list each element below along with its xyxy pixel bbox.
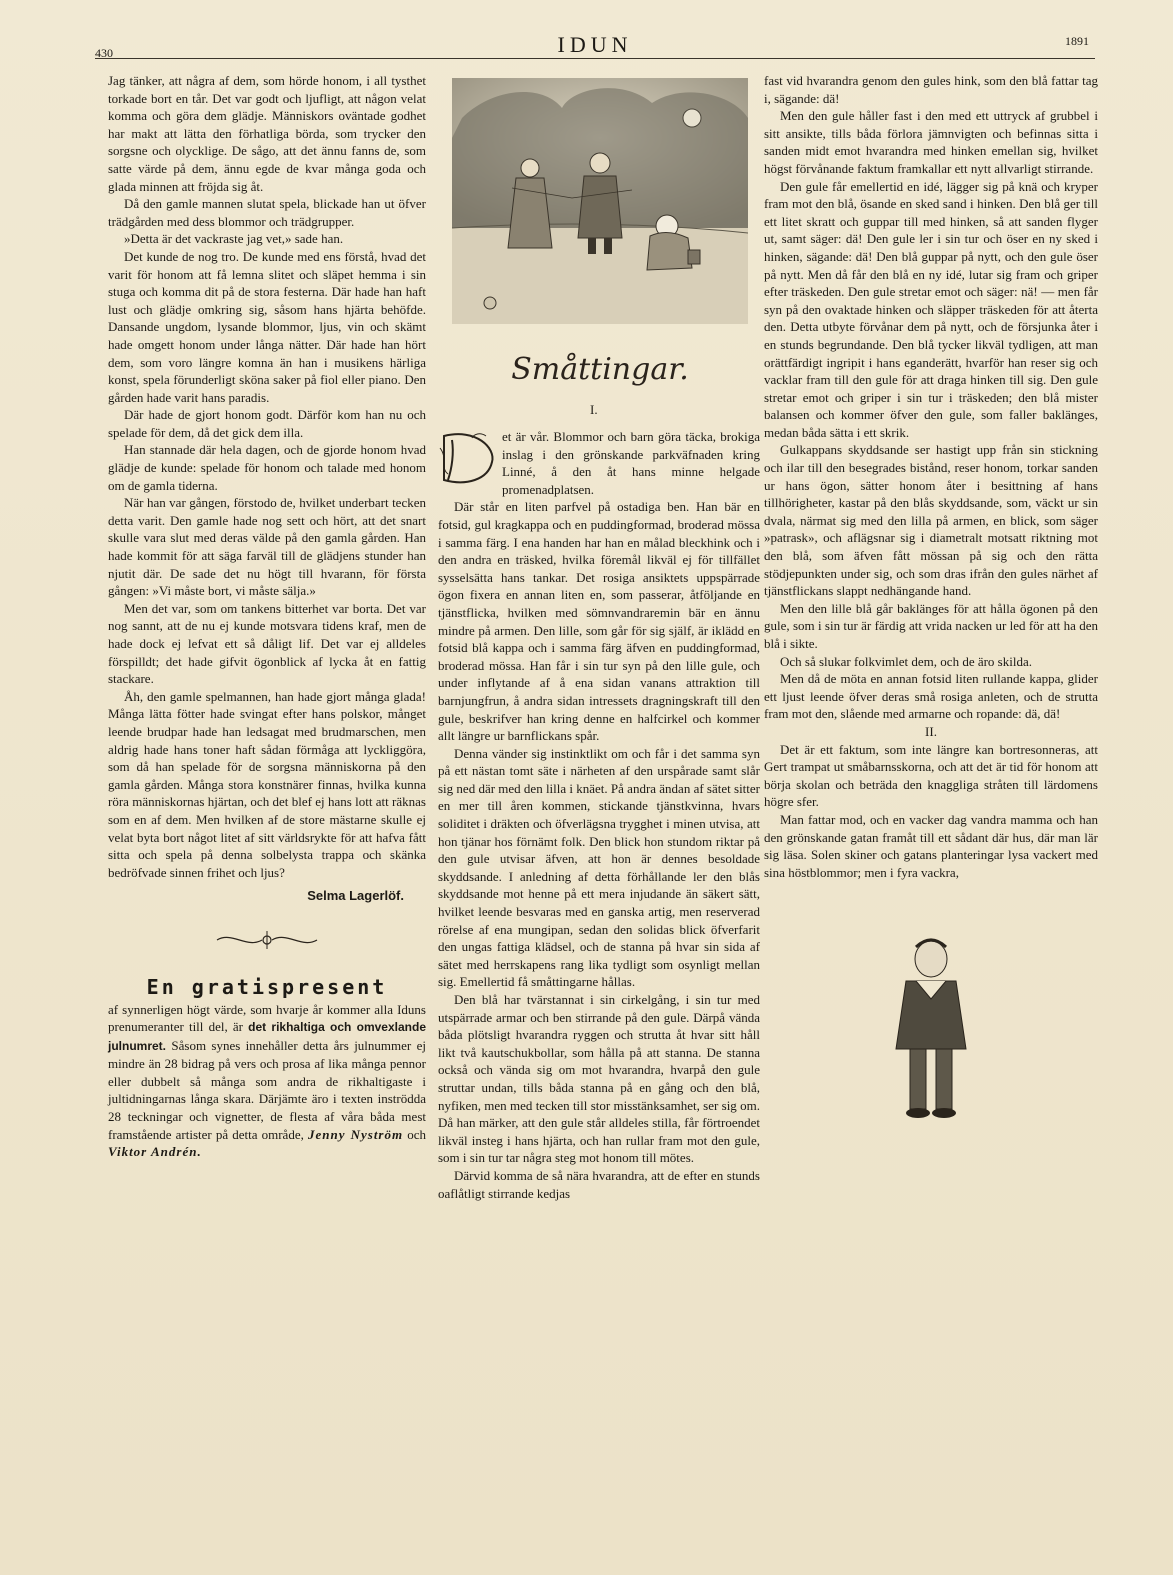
ad-bold-text: det rikhaltiga och omvexlande julnumret. (108, 1020, 426, 1053)
paragraph: Man fattar mod, och en vacker dag vandra mamma och han den grönskande gatan framåt till ett sådant där hus, där man lär sig läsa. Solen skiner och gatans planteringar lysa vackert med sina höstblommor; men i fyra vackra, (764, 811, 1098, 880)
paragraph: Han stannade där hela dagen, och de gjorde honom hvad glädje de kunde: spelade för honom och talade med honom om de gamla tiderna. (108, 442, 426, 493)
ad-text-2: Såsom synes innehåller detta års julnummer ej mindre än 28 bidrag på vers och prosa af lika många pennor eller dubbelt så många som andra de rikhaltigaste i jultidningarnas långa skara. Därjämte äro i texten inströdda 28 teckningar och vignetter, de flesta af våra båda mest framstående artister på detta område, (108, 1037, 426, 1142)
paragraph: Det är ett faktum, som inte längre kan bortresonneras, att Gert trampat ut småbarnsskorna, och att det är tid för honom att börja skolan och beträda den knaggliga stråten till lärdomens högre sfer. (764, 741, 1098, 810)
paragraph: Denna vänder sig instinktlikt om och får i det samma syn på ett nästan tomt säte i närheten af den urspårade samt slår sig ned där med den lilla i knäet. På andra ändan af sätet sitter en mer till åren kommen, stickande tjänstkvinna, hvars soliditet i dräkten och öfverlägsna trygghet i minen utvisa, att hon tjänar hos förnämt folk. Den blick hon stundom riktar på den gule utvisar äfven, att hon är dennes besoldade skyddsande. I anledning af detta förhållande ler den blås skyddsande mot henne på ett mera injudande än säkert sätt, hvilket leende besvaras med en ganska artig, men reserverad rörelse af ena mungipan, sedan den solidas blick öfverfarit den ungas fattiga klädsel, och de stanna på hvar sin sida af sätet med herrskapens rang lika tydligt som osynligt mellan sig. Emellertid få småttingarne hållas. (438, 745, 760, 990)
paragraph: Men det var, som om tankens bitterhet var borta. Det var nog sannt, att de nu ej kunde motsvara tidens kraf, men de hade dock ej lefvat ett så dåligt lif. Det var ej alldeles förspilldt; det hade gifvit ögonblick af lycka åt en fattig stackare. (108, 600, 426, 687)
paragraph: Det kunde de nog tro. De kunde med ens förstå, hvad det varit för honom att få lemna slitet och släpet hemma i sin stuga och komma dit på de stora festerna. Där hade han haft lust och glädje omkring sig, såsom hans hjärta behöfde. Dansande ungdom, lysande blommor, ljus, vin och skämt hade omgett honom under långa nätter. Där hade han hört dem, som voro längre komna än han i musikens härliga konst, spela förunderligt sköna saker på fiol eller piano. Den gården hade varit hans paradis. (108, 248, 426, 405)
paragraph: Den blå har tvärstannat i sin cirkelgång, i sin tur med utspärrade armar och ben stirrande på den gule. Därpå vända båda plötsligt hvarandra ryggen och strutta åt hvar sitt håll likt två kautschukbollar, som hålla på att stanna. De stanna också och vända sig om mot hvarandra, hvarpå den gule struttar undan, tills båda stanna på en gång och den blå, nyfiken, men med tecken till stor misstänksamhet, ser sig om. Då han märker, att den gule står alldeles stilla, får förtroendet likväl insteg i hans hjärta, och han rullar fram mot den gule, som i sin tur tar några steg mot honom till mötes. (438, 992, 760, 1166)
column-middle (438, 428, 760, 1202)
paragraph: Då den gamle mannen slutat spela, blickade han ut öfver trädgården med dess blommor och trädgrupper. (108, 196, 426, 229)
artist-name: Viktor Andrén. (108, 1144, 202, 1160)
section-number: I. (590, 402, 598, 417)
advertisement-text (108, 1001, 426, 1161)
paragraph: et är vår. Blommor och barn göra täcka, brokiga inslag i den grönskande parkväfnaden kring Linné, å den åt hans minne helgade promenadplatsen. (502, 429, 760, 497)
paragraph: Där hade de gjort honom godt. Därför kom han nu och spelade för dem, då det gick dem illa. (108, 407, 426, 440)
paragraph: fast vid hvarandra genom den gules hink, som den blå fattar tag i, sägande: dä! (764, 73, 1098, 106)
paragraph: Därvid komma de så nära hvarandra, att de efter en stunds oaflåtligt stirrande kedjas (438, 1167, 760, 1201)
children-in-park-illustration (452, 78, 748, 324)
paragraph: Den gule får emellertid en idé, lägger sig på knä och kryper fram mot den blå, ösande en sked sand i hinken. Den blå ger till ett litet skratt och guppar till med hinken, så att sanden flyger ut, samt säger: dä! Den gule ler i sin tur och öser en ny sked i hinken, sägande: dä! Den blå guppar på nytt, och den gule öser på nytt. Men då får den blå en ny idé, lutar sig fram och griper efter träskeden. Den gule stretar emot och säger: nä! — men får syn på den ovaktade hinken och släpper träskeden för att återta den. Detta utbyte förvånar dem på nytt, och de försjunka åter i en stunds begrundande. Den blå tycker likväl tydligen, att man orättfärdigt ingripit i hans eganderätt, hvarför han reser sig och vacklar fram till den gule för att draga hinken till sig. Den gule stretar emot och griper i sin tur i träskeden; den blå mister balansen och kommer öfver den gule, som faller baklänges, medan båda sätta i ett skrik. (764, 178, 1098, 440)
paragraph: Och så slukar folkvimlet dem, och de äro skilda. (780, 653, 1032, 669)
paragraph: Men den gule håller fast i den med ett uttryck af grubbel i sitt ansikte, tills båda förlora jämnvigten och befinnas sitta i sanden midt emot hvarandra med hinken emellan sig, hvilket högst förvånande faktum framkallar ett nytt allvarligt stirrande. (764, 108, 1098, 176)
paragraph: »Detta är det vackraste jag vet,» sade han. (124, 231, 344, 247)
artist-name: Jenny Nyström (307, 1126, 404, 1142)
author-signature: Selma Lagerlöf. (307, 888, 404, 904)
page-header (95, 32, 1095, 62)
paragraph: Jag tänker, att några af dem, som hörde honom, i all tysthet torkade bort en tår. Det var godt och ljufligt, att någon velat komma och göra dem glädje. Människors oväntade godhet har makt att lätta den förhatliga börda, som trycker den sorgsne och olycklige. De sågo, att det ännu fanns de, som satte värde på dem, ännu egde de kvar många goda och glada minnen att fröjda sig åt. (108, 73, 426, 194)
ornament-flourish (212, 929, 322, 951)
advertisement-title: En gratispresent (146, 974, 388, 999)
drop-cap-d-ornament (436, 428, 498, 488)
story-title: Småttingar. (511, 352, 689, 387)
journal-title: IDUN (557, 32, 633, 57)
paragraph: Där står en liten parfvel på ostadiga ben. Han bär en fotsid, gul kragkappa och en puddingformad, broderad mössa i samma färg. I ena handen har han en målad bleckhink och i den andra en träsked, hvilka föremål likväl ej för tillfället sysselsätta hans tankar. Det rosiga ansiktets uppspärrade ögon fixera en annan liten en, som passerar, åtföljande en tjänstflicka, hvilken med sömnvandraremin bär en ännu mindre på armen. Den lille, som går för sig själf, är iklädd en fotsid blå kappa och i samma färg äfven en puddingformad, broderad mössa. Han får i sin tur syn på den lille gule, och under inflytande af å ena sidan vanans attraktion till barnjungfrun, å andra sidan intressets dragningskraft till den gule, beskrifver han kring denne en halfcirkel och kommer allt längre ur barnflickans spår. (438, 499, 760, 744)
boy-portrait-illustration (876, 929, 986, 1129)
paragraph: Men då de möta en annan fotsid liten rullande kappa, glider ett ljust leende öfver deras små rosiga anleten, och de strutta fram mot den, slående med armarne och ropande: dä, dä! (764, 671, 1098, 722)
paragraph: Gulkappans skyddsande ser hastigt upp från sin stickning och ilar till den besegrades bistånd, reser honom, torkar sanden ur hans ögon, sätter honom åter i besittning af hans tillhörigheter, kastar på den blås skyddsande, som, väckt ur sin dvala, närmat sig med den lilla på armen, en blick, som säger »patrask», och aflägsnar sig i diametralt motsatt riktning mot den blå, som äfven fått mössan på sig och den rätta stödjepunkten under sig, och som dras ifrån den gules närhet af tjänstflickans slappt nedhängande hand. (764, 442, 1098, 599)
column-right (764, 72, 1098, 1129)
header-rule (95, 58, 1095, 59)
paragraph: Åh, den gamle spelmannen, han hade gjort många glada! Många lätta fötter hade svingat efter hans polskor, månget leende brudpar hade han ledsagat med brudmarschen, men aldrig hade hans toner haft sådan förmåga att lyckliggöra, som då han spelade för de sorgsna människorna på den gamla gården. Många stora konstnärer finnas, hvilka kunna röra människornas hjärtan, och det blef ej hans lott att räknas som en af dem. Men hvilken af de store mästarne skulle ej velat byta bort något litet af sitt världsrykte för att hafva fått sitta och spela på denna solbelysta trappa och skänka bedröfvade sinnen frihet och ljus? (108, 688, 426, 880)
page-number: 430 (95, 46, 113, 60)
column-left (108, 72, 426, 1161)
paragraph: Men den lille blå går baklänges för att hålla ögonen på den gule, som i sin tur är färdig att vrida nacken ur led för att ha den blå i sikte. (764, 600, 1098, 651)
ad-text-3: och (403, 1126, 426, 1142)
year: 1891 (1065, 34, 1089, 48)
paragraph: När han var gången, förstodo de, hvilket underbart tecken detta varit. Den gamle hade nog sett och hört, att det snart skulle vara slut med deras välde på den gamla gården. Han hade kommit för att säga farväl till de glädjens stunder han njutit där. De sade det nu högt till hvarann, för första gången: »Vi måste bort, vi måste sälja.» (108, 495, 426, 599)
section-number: II. (925, 723, 937, 739)
ad-text-1: af synnerligen högt värde, som hvarje år kommer alla Iduns prenumeranter till del, är (108, 1001, 426, 1035)
